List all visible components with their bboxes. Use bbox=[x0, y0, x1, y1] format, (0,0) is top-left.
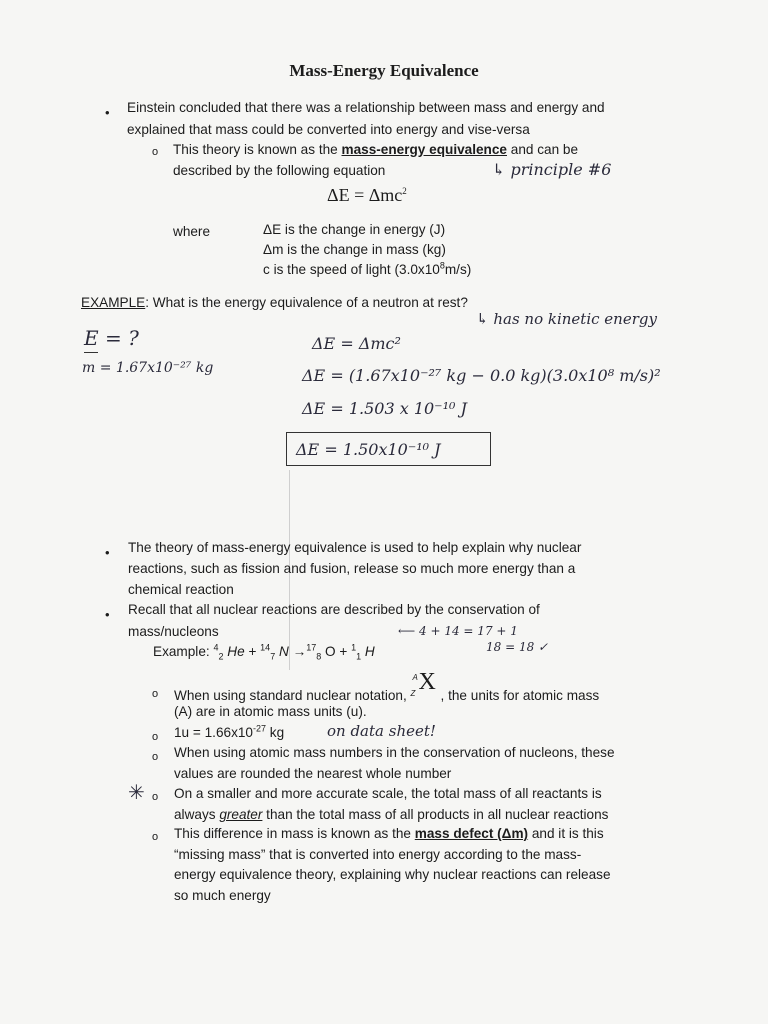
handwritten-given-energy: E = ? bbox=[84, 326, 139, 350]
handwritten-work-step3: ΔE = 1.503 x 10⁻¹⁰ J bbox=[302, 399, 467, 418]
item5-pre: This difference in mass is known as the bbox=[174, 826, 415, 841]
equation-text: ΔE = Δmc bbox=[327, 185, 403, 205]
example-question bbox=[81, 293, 468, 312]
nitrogen-symbol: N bbox=[278, 644, 289, 659]
item2-post: kg bbox=[266, 725, 285, 740]
double-underline-mark bbox=[84, 352, 98, 353]
handwritten-principle-note: ↳ principle #6 bbox=[492, 160, 612, 179]
circle-marker: o bbox=[152, 831, 159, 843]
where-label: where bbox=[173, 224, 211, 239]
o-mass-number: 17 bbox=[306, 642, 317, 653]
bullet-marker: • bbox=[105, 105, 110, 120]
he-atomic-number: 2 bbox=[218, 651, 224, 662]
bullet3-line2: mass/nucleons bbox=[128, 624, 219, 639]
h-mass-number: 1 bbox=[351, 642, 357, 653]
bullet2-line1: The theory of mass-energy equivalence is used to help explain why nuclear bbox=[128, 540, 582, 555]
sub1-pre: This theory is known as the bbox=[173, 142, 342, 157]
note-sum: 4 + 14 = 17 + 1 bbox=[419, 624, 518, 638]
handwritten-given-mass: m = 1.67x10⁻²⁷ kg bbox=[82, 360, 214, 376]
item4-post: than the total mass of all products in all nuclear reactions bbox=[262, 807, 609, 822]
equation-exponent: 2 bbox=[402, 186, 407, 196]
bullet2-line2: reactions, such as fission and fusion, release so much more energy than a bbox=[128, 561, 576, 576]
item5-line4: so much energy bbox=[174, 888, 271, 903]
handwritten-kinetic-note: ↳ has no kinetic energy bbox=[476, 310, 657, 328]
definition-energy: ΔE is the change in energy (J) bbox=[263, 222, 446, 237]
sub1-line1 bbox=[173, 140, 578, 159]
h-atomic-number: 1 bbox=[356, 651, 362, 662]
n-atomic-number: 7 bbox=[270, 651, 276, 662]
bullet-marker: • bbox=[105, 607, 110, 622]
reaction-arrow: → bbox=[292, 644, 307, 659]
mass-energy-term: mass-energy equivalence bbox=[341, 142, 507, 157]
sub1-post: and can be bbox=[506, 142, 579, 157]
item2-exponent: -27 bbox=[253, 723, 267, 734]
hydrogen-symbol: H bbox=[364, 644, 375, 659]
bullet2-line3: chemical reaction bbox=[128, 582, 234, 597]
plus-sign: + bbox=[339, 644, 348, 659]
example-label: EXAMPLE bbox=[81, 295, 146, 310]
circle-marker: o bbox=[152, 731, 159, 743]
circle-marker: o bbox=[152, 146, 159, 158]
item1-post: , the units for atomic mass bbox=[440, 688, 600, 703]
notation-z: Z bbox=[410, 689, 416, 698]
item2-pre: 1u = 1.66x10 bbox=[174, 725, 253, 740]
he-mass-number: 4 bbox=[213, 642, 219, 653]
item5-line2: “missing mass” that is converted into energy according to the mass- bbox=[174, 847, 582, 862]
plus-sign: + bbox=[248, 644, 257, 659]
handwritten-work-step1: ΔE = Δmc² bbox=[312, 334, 401, 353]
item5-post: and it is this bbox=[528, 826, 604, 841]
item4-line1: On a smaller and more accurate scale, the total mass of all reactants is bbox=[174, 786, 602, 801]
n-mass-number: 14 bbox=[260, 642, 271, 653]
definition-mass: Δm is the change in mass (kg) bbox=[263, 242, 446, 257]
bullet1-line1: Einstein concluded that there was a relationship between mass and energy and bbox=[127, 100, 605, 115]
mass-defect-term: mass defect (Δm) bbox=[414, 826, 529, 841]
page-title: Mass-Energy Equivalence bbox=[289, 61, 479, 80]
item1-line2: (A) are in atomic mass units (u). bbox=[174, 704, 367, 719]
definition-speed bbox=[263, 260, 471, 279]
nuclear-notation-symbol bbox=[410, 669, 441, 700]
handwritten-work-step2: ΔE = (1.67x10⁻²⁷ kg − 0.0 kg)(3.0x10⁸ m/s)² bbox=[302, 366, 661, 385]
circle-marker: o bbox=[152, 751, 159, 763]
item1-pre: When using standard nuclear notation, bbox=[174, 688, 411, 703]
main-equation bbox=[327, 185, 407, 206]
handwritten-star-mark: ✳ bbox=[128, 780, 145, 804]
example-question-text: : What is the energy equivalence of a neutron at rest? bbox=[145, 295, 468, 310]
item2-line bbox=[174, 723, 284, 742]
item3-line2: values are rounded the nearest whole number bbox=[174, 766, 452, 781]
oxygen-symbol: O bbox=[325, 644, 336, 659]
bullet3-line1: Recall that all nuclear reactions are described by the conservation of bbox=[128, 602, 540, 617]
sub1-line2: described by the following equation bbox=[173, 163, 386, 178]
o-atomic-number: 8 bbox=[316, 651, 322, 662]
handwritten-data-sheet-note: on data sheet! bbox=[327, 722, 436, 740]
item4-line2 bbox=[174, 805, 608, 824]
circle-marker: o bbox=[152, 688, 159, 700]
def3-pre: c is the speed of light (3.0x10 bbox=[263, 262, 440, 277]
example-word: Example: bbox=[153, 644, 210, 659]
notation-a: A bbox=[412, 673, 418, 682]
item5-line3: energy equivalence theory, explaining why nuclear reactions can release bbox=[174, 867, 611, 882]
notation-x: X bbox=[418, 669, 436, 695]
handwritten-nucleon-sum: ⟵ 4 + 14 = 17 + 1 bbox=[398, 624, 518, 638]
item5-line1 bbox=[174, 824, 604, 843]
def3-post: m/s) bbox=[444, 262, 472, 277]
handwritten-answer: ΔE = 1.50x10⁻¹⁰ J bbox=[296, 440, 441, 459]
handwritten-nucleon-check: 18 = 18 ✓ bbox=[486, 640, 549, 654]
helium-symbol: He bbox=[227, 644, 245, 659]
circle-marker: o bbox=[152, 791, 159, 803]
item3-line1: When using atomic mass numbers in the conservation of nucleons, these bbox=[174, 745, 615, 760]
nuclear-reaction-example bbox=[153, 642, 375, 661]
bullet1-line2: explained that mass could be converted into energy and vise-versa bbox=[127, 122, 530, 137]
greater-word: greater bbox=[219, 807, 263, 822]
bullet-marker: • bbox=[105, 545, 110, 560]
item4-pre: always bbox=[174, 807, 220, 822]
def3-exponent: 8 bbox=[439, 260, 445, 271]
